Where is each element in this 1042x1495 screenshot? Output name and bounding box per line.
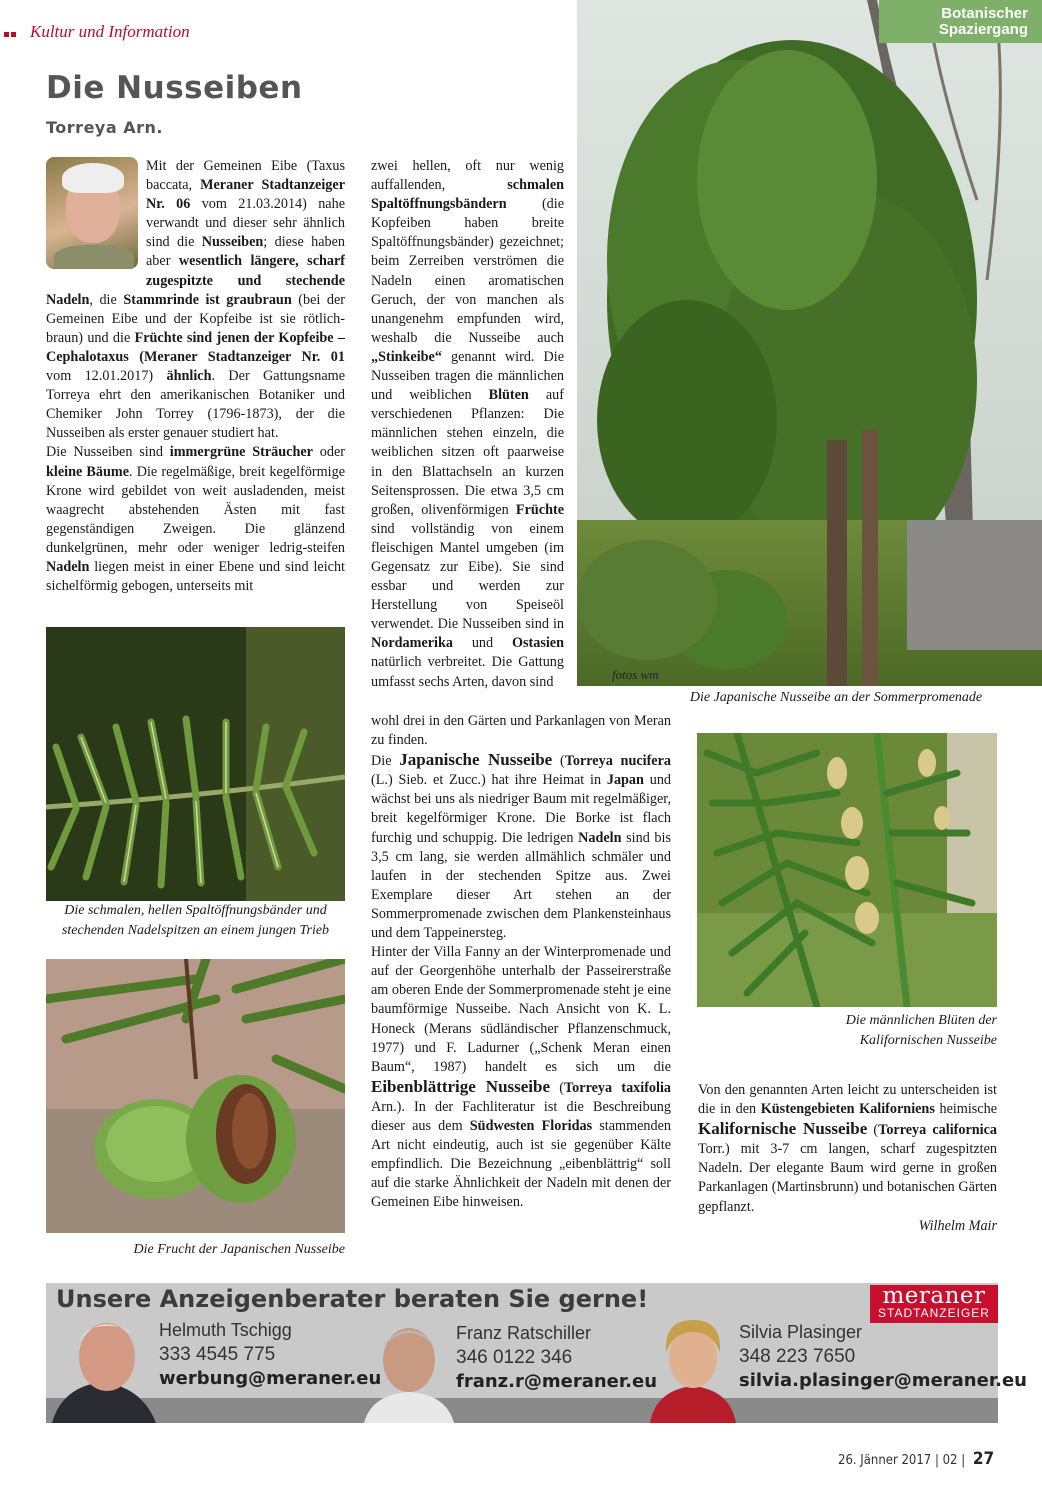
photo-credit: fotos wm bbox=[612, 667, 659, 682]
advisor-1-name: Helmuth Tschigg bbox=[159, 1320, 292, 1340]
advisor-2-photo bbox=[364, 1316, 454, 1423]
caption-shoot-line2: stechenden Nadelspitzen an einem jungen Trieb bbox=[61, 923, 330, 938]
logo-line2: STADTANZEIGER bbox=[878, 1306, 990, 1320]
caption-tree: Die Japanische Nusseibe an der Sommerpromenade bbox=[689, 690, 983, 705]
article-column-1: Mit der Gemeinen Eibe (Taxus baccata, Meraner Stadtanzeiger Nr. 06 vom 21.03.2014) nahe verwandt und dieser sehr ähnlich sind die Nusseiben; diese haben aber wesentlich längere, scharf zugespitzte und stechende Nadeln, die Stammrinde ist graubraun (bei der Gemeinen Eibe und der Kopfeibe ist sie rötlich-braun) und die Früchte sind jenen der Kopfeibe – Cephalotaxus (Meraner Stadtanzeiger Nr. 01 vom 12.01.2017) ähnlich. Der Gattungsname Torreya ehrt den amerikanischen Botaniker und Chemiker John Torrey (1796-1873), der die Nusseiben als erster genauer studiert hat. Die Nusseiben sind immergrüne Sträucher oder kleine Bäume. Die regelmäßige, breit kegelförmige Krone wird gebildet von weit ausladenden, meist waagrecht abstehenden Ästen mit fast gegenständigen Zweigen. Die glänzend dunkelgrünen, mehr oder weniger ledrig-steifen Nadeln liegen meist in einer Ebene und sind leicht sichelförmig gebogen, unterseits mit bbox=[46, 158, 346, 595]
tree-photo bbox=[577, 0, 1042, 686]
footer-separator: | bbox=[934, 1453, 943, 1468]
caption-shoot-line1: Die schmalen, hellen Spaltöffnungsbänder und bbox=[64, 903, 327, 918]
page-number: 27 bbox=[972, 1449, 995, 1469]
section-bullets bbox=[4, 22, 18, 42]
advisor-1 bbox=[159, 1320, 381, 1389]
topic-line2: Spaziergang bbox=[938, 21, 1028, 38]
advisor-1-email[interactable]: werbung@meraner.eu bbox=[159, 1368, 382, 1389]
advisor-1-photo bbox=[52, 1312, 156, 1423]
ad-banner-strip bbox=[46, 1398, 998, 1423]
meraner-logo bbox=[870, 1285, 998, 1323]
topic-line1: Botanischer bbox=[941, 5, 1028, 22]
article-column-2: zwei hellen, oft nur wenig auffallenden, schmalen Spaltöffnungsbändern (die Kopfeiben haben breite Spaltöffnungsbänder) gezeichnet; beim Zerreiben verströmen die Nadeln einen aromatischen Geruch, der von manchen als unangenehm empfunden wird, weshalb die Nusseibe auch „Stinkeibe“ genannt wird. Die Nusseiben tragen die männlichen und weiblichen Blüten auf verschiedenen Pflanzen: Die männlichen stehen einzeln, die weiblichen sitzen oft paarweise in den Blattachseln an kurzen Seitensprossen. Die etwa 3,5 cm großen, olivenförmigen Früchte sind vollständig von einem fleischigen Mantel umgeben (im Gegensatz zur Eibe). Sie sind essbar und werden zur Herstellung von Speiseöl verwendet. Die Nusseiben sind in Nordamerika und Ostasien natürlich verbreitet. Die Gattung umfasst sechs Arten, davon sind bbox=[371, 158, 564, 690]
footer-issue: 02 bbox=[942, 1453, 958, 1468]
article-column-3: Von den genannten Arten leicht zu unterscheiden ist die in den Küstengebieten Kaliforniens heimische Kalifornische Nusseibe (Torreya californica Torr.) mit 3-7 cm langen, scharf zugespitzten Nadeln. Der elegante Baum wird gerne in großen Parkanlagen (Martinsbrunn) und botanischen Gärten gepflanzt. Wilhelm Mair bbox=[698, 1081, 997, 1236]
section-label bbox=[4, 22, 190, 42]
advisor-3 bbox=[739, 1322, 1027, 1391]
advisor-3-photo bbox=[650, 1312, 736, 1423]
author-photo bbox=[46, 157, 138, 269]
footer-date: 26. Jänner 2017 bbox=[838, 1453, 932, 1468]
footer-separator: | bbox=[961, 1453, 969, 1468]
logo-line1: meraner bbox=[882, 1283, 986, 1309]
advisor-3-email[interactable]: silvia.plasinger@meraner.eu bbox=[739, 1370, 1027, 1391]
advisor-2-name: Franz Ratschiller bbox=[456, 1323, 592, 1343]
advisor-3-name: Silvia Plasinger bbox=[739, 1322, 863, 1342]
topic-badge bbox=[879, 0, 1042, 43]
flowers-photo bbox=[697, 733, 997, 1007]
caption-fruit: Die Frucht der Japanischen Nusseibe bbox=[133, 1242, 345, 1257]
advisor-1-phone: 333 4545 775 bbox=[159, 1344, 276, 1365]
advisor-2-email[interactable]: franz.r@meraner.eu bbox=[456, 1371, 658, 1392]
section-title: Kultur und Information bbox=[30, 22, 190, 41]
article-subtitle: Torreya Arn. bbox=[46, 118, 163, 137]
shoot-photo bbox=[46, 627, 345, 901]
ad-title: Unsere Anzeigenberater beraten Sie gerne! bbox=[56, 1285, 649, 1313]
caption-flowers bbox=[697, 1011, 997, 1051]
advisor-2-phone: 346 0122 346 bbox=[456, 1347, 573, 1368]
author-signature: Wilhelm Mair bbox=[918, 1217, 997, 1234]
advisor-2 bbox=[456, 1323, 657, 1392]
article-title: Die Nusseiben bbox=[46, 70, 303, 106]
caption-shoot bbox=[40, 901, 351, 941]
fruit-photo bbox=[46, 959, 345, 1233]
advisor-3-phone: 348 223 7650 bbox=[739, 1346, 856, 1367]
article-column-2-wide: wohl drei in den Gärten und Parkanlagen von Meran zu finden. Die Japanische Nusseibe (Torreya nucifera (L.) Sieb. et Zucc.) hat ihre Heimat in Japan und wächst bei uns als niedriger Baum mit regelmäßiger, breit kegelförmiger Krone. Die Borke ist flach furchig und schuppig. Die ledrigen Nadeln sind bis 3,5 cm lang, sie werden allmählich schmäler und laufen in der stechenden Spitze aus. Zwei Exemplare dieser Art stehen an der Sommerpromenade zwischen dem Plankensteinhaus und dem Tappeinersteg. Hinter der Villa Fanny an der Winterpromenade und auf der Georgenhöhe unterhalb der Passeirerstraße am oberen Ende der Sommerpromenade steht je eine baumförmige Nusseibe. Nach Ansicht von K. L. Honeck (Merans südländischer Pflanzenschmuck, 1977) und F. Ladurner („Schenk Meran einen Baum“, 1987) handelt es sich um die Eibenblättrige Nusseibe (Torreya taxifolia Arn.). In der Fachliteratur ist die Beschreibung dieser aus dem Südwesten Floridas stammenden Art nicht eindeutig, auch ist sie gegenüber Kälte empfindlich. Die Bezeichnung „eibenblättrig“ soll auf die starke Ähnlichkeit der Nadeln mit denen der Gemeinen Eibe hinweisen. bbox=[371, 713, 671, 1211]
caption-flowers-line1: Die männlichen Blüten der bbox=[845, 1013, 997, 1028]
caption-flowers-line2: Kalifornischen Nusseibe bbox=[859, 1033, 997, 1048]
page-footer bbox=[838, 1449, 994, 1469]
